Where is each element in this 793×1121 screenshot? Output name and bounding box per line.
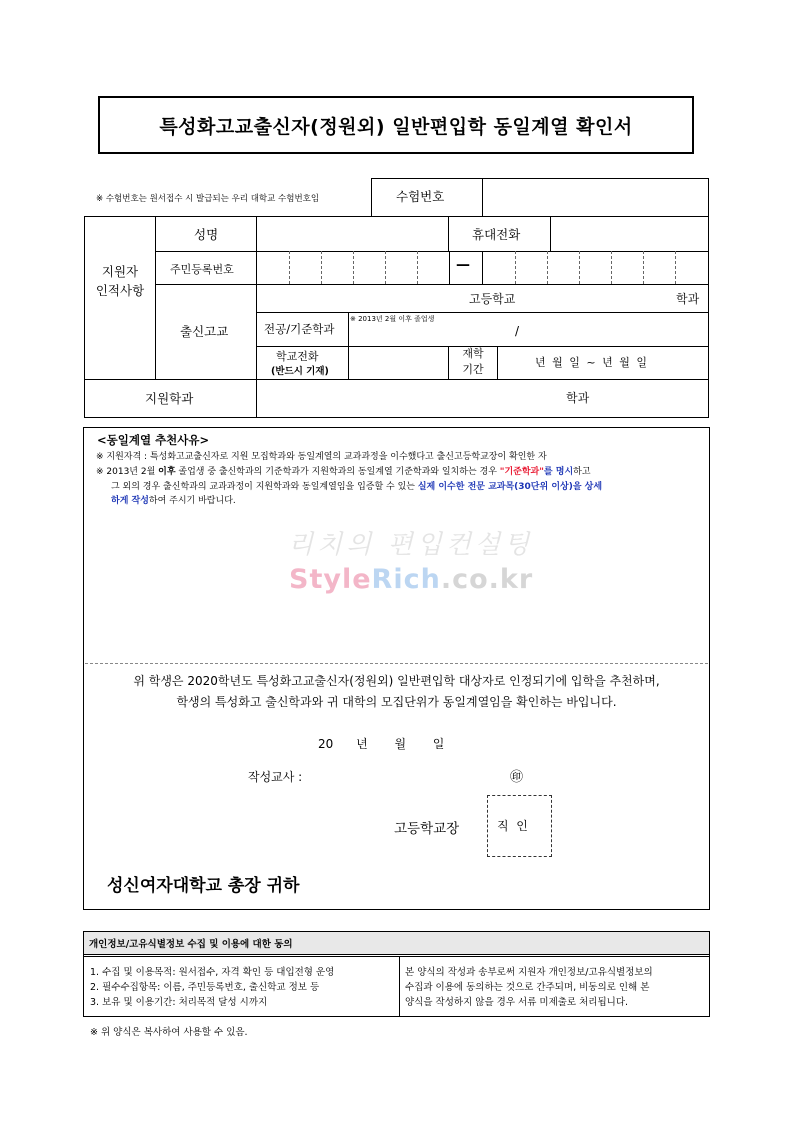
reason-line-2: ※ 2013년 2월 이후 졸업생 중 출신학과의 기준학과가 지원학과의 동일계열 기준학과와 일치하는 경우 "기준학과"를 명시하고 [96,467,591,477]
rrn-front-field[interactable] [258,253,448,282]
high-school-suffix: 고등학교 [469,292,516,306]
privacy-right-3: 양식을 작성하지 않을 경우 서류 미제출로 처리됩니다. [405,997,629,1008]
high-school-dept-field[interactable] [530,286,670,310]
school-phone-field[interactable] [350,348,446,377]
exam-number-label: 수험번호 [396,189,445,204]
addressee: 성신여자대학교 총장 귀하 [107,876,300,896]
teacher-name-field[interactable] [318,764,498,786]
reason-line-3: 그 외의 경우 출신학과의 교과과정이 지원학과와 동일계열임을 입증할 수 있는 실제 이수한 전문 교과목(30단위 이상)을 상세 [111,482,603,492]
period-label: 재학 기간 [462,347,484,376]
privacy-title: 개인정보/고유식별정보 수집 및 이용에 대한 동의 [89,939,293,950]
major-note: ※ 2013년 2월 이후 졸업생 [350,315,435,323]
recommend-line-2: 학생의 특성화고 출신학과와 귀 대학의 모집단위가 동일계열임을 확인하는 바입니다. [176,695,617,709]
rrn-dash: — [456,257,470,273]
desired-dept-label: 지원학과 [145,391,194,406]
principal-label: 고등학교장 [394,821,460,837]
school-label: 출신고교 [180,324,229,339]
recommend-line-1: 위 학생은 2020학년도 특성화고교출신자(정원외) 일반편입학 대상자로 인정되기에 입학을 추천하며, [133,674,660,688]
desired-dept-field[interactable] [258,381,558,415]
recommend-date: 20 년 월 일 [318,737,445,751]
exam-number-note: ※ 수험번호는 원서접수 시 발급되는 우리 대학교 수험번호임 [96,194,320,204]
major-label: 전공/기준학과 [264,322,335,336]
footer-note: ※ 위 양식은 복사하여 사용할 수 있음. [90,1027,248,1038]
name-label: 성명 [194,227,219,242]
privacy-left-2: 2. 필수수집항목: 이름, 주민등록번호, 출신학교 정보 등 [90,982,320,993]
teacher-seal-mark: ㊞ [510,770,524,785]
teacher-label: 작성교사 : [248,770,303,784]
privacy-left-3: 3. 보유 및 이용기간: 처리목적 달성 시까지 [90,997,268,1008]
mobile-phone-field[interactable] [552,218,706,249]
high-school-dept-suffix: 학과 [676,292,700,306]
high-school-name-field[interactable] [258,286,464,310]
school-phone-label: 학교전화 [276,350,319,363]
watermark-url: StyleRich.co.kr [289,564,534,595]
exam-number-field[interactable] [484,180,706,214]
name-field[interactable] [258,218,446,249]
applicant-section-label: 지원자 인적사항 [95,264,145,298]
major-slash: / [515,324,520,338]
privacy-left-1: 1. 수집 및 이용목적: 원서접수, 자격 확인 등 대입전형 운영 [90,967,335,978]
privacy-right-2: 수집과 이용에 동의하는 것으로 간주되며, 비동의로 인해 본 [405,982,650,993]
mobile-phone-label: 휴대전화 [472,227,521,242]
period-value: 년 월 일 ~ 년 월 일 [535,356,647,369]
reason-line-4: 하게 작성하여 주시기 바랍니다. [111,496,236,506]
school-phone-note: (반드시 기재) [271,366,329,377]
rrn-back-field[interactable] [484,253,706,282]
desired-dept-suffix: 학과 [566,391,590,405]
reason-line-1: ※ 지원자격 : 특성화고교출신자로 지원 모집학과와 동일계열의 교과과정을 이수했다고 출신고등학교장이 확인한 자 [96,452,547,462]
major-field[interactable] [350,324,706,344]
watermark-text: 리치의 편입컨설팅 [288,530,534,560]
official-stamp-label: 직 인 [497,819,528,833]
rrn-label: 주민등록번호 [170,263,234,276]
document-title: 특성화고교출신자(정원외) 일반편입학 동일계열 확인서 [98,96,694,154]
privacy-right-1: 본 양식의 작성과 송부로써 지원자 개인정보/고유식별정보의 [405,967,653,978]
reason-heading: <동일계열 추천사유> [97,433,210,447]
